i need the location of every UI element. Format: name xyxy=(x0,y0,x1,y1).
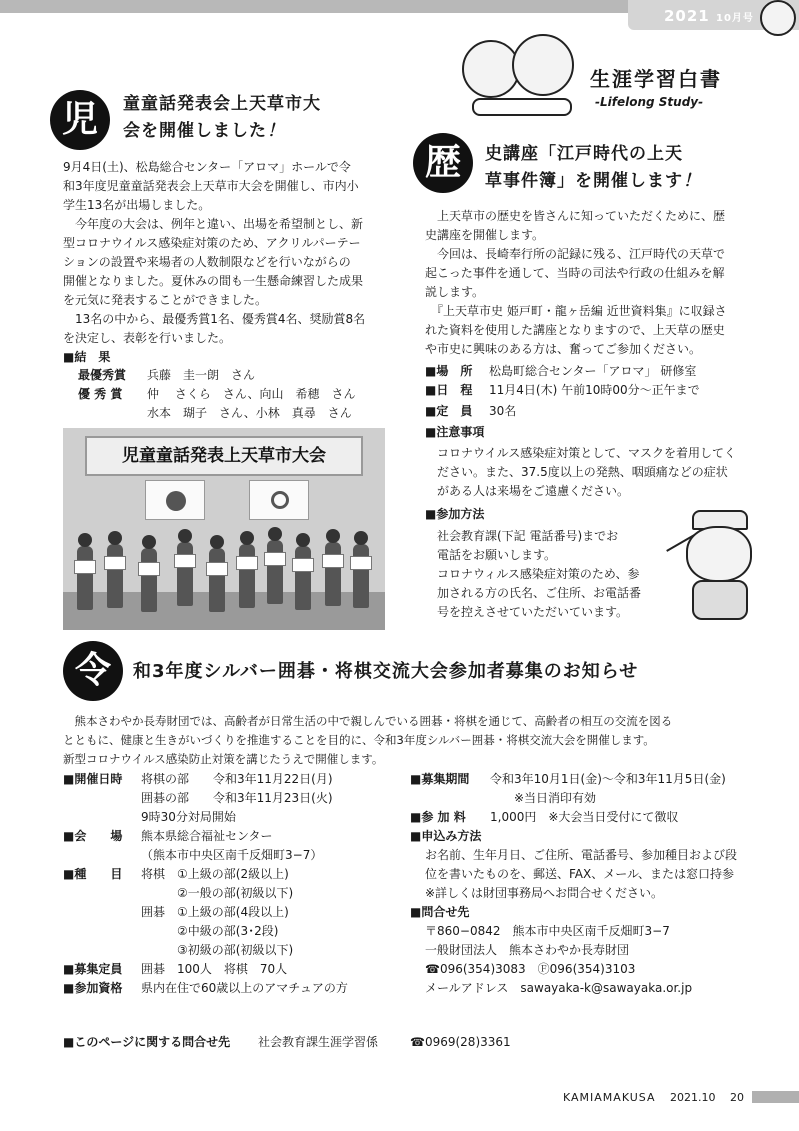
section1-title: 童童話発表会上天草市大 会を開催しました！ xyxy=(123,94,321,141)
lifelong-subtitle: -Lifelong Study- xyxy=(595,95,704,109)
corner-mascot-icon xyxy=(760,0,796,36)
apply-heading: ■参加方法 xyxy=(425,507,485,521)
section3-intro: 熊本さわやか長寿財団では、高齢者が日常生活の中で親しんでいる囲碁・将棋を通じて、高齢者の相互の交流を図る とともに、健康と生きがいづくりを推進することを目的に、令和3年度シルバー囲碁・将棋交流大会を開催します。 新型コロナウイルス感染防止対策を講じたうえで開催します。 xyxy=(63,714,673,766)
page-contact-dept: 社会教育課生涯学習係 xyxy=(258,1035,379,1049)
footer-bar xyxy=(752,1091,799,1103)
notes-heading: ■注意事項 xyxy=(425,425,485,439)
notes-body: コロナウイルス感染症対策として、マスクを着用してく ださい。また、37.5度以上の発熱、咽頭痛などの症状 がある人は来場をご遠慮ください。 xyxy=(437,446,737,498)
section2-body: 上天草市の歴史を皆さんに知っていただくために、歴 史講座を開催します。 今回は、長崎奉行所の記録に残る、江戸時代の天草で 起こった事件を通して、当時の司法や行政の仕組みを解 説します。 『上天草市史 姫戸町・龍ヶ岳編 近世資料集』に収録さ れた資料を使用した講座となりますので、上天草の歴史 や市史に興味のある方は、奮ってご参加ください。 xyxy=(425,209,727,356)
teacher-mascot-icon xyxy=(664,510,764,628)
result-excellent-value-2: 水本 瑚子 さん、小林 真尋 さん xyxy=(147,406,352,420)
page-contact-label: ■このページに関する問合せ先 xyxy=(63,1035,231,1049)
section3-right-details: ■募集期間 令和3年10月1日(金)～令和3年11月5日(金) ※当日消印有効 ■参 加 料 1,000円 ※大会当日受付にて徴収 ■申込み方法 お名前、生年月日、ご住所、電話番号、参加種目および段 位を書いたものを、郵送、FAX、メール、または窓口持参 ※詳しくは財団事務局へお問合せください。 ■問合せ先 〒860−0842 熊本市中央区南千反畑町3−7 一般財団法人 熊本さわやか長寿財団 ☎096(354)3083 Ⓕ096(354)3103 メールアドレス sawayaka-k@sawayaka.or.jp xyxy=(410,772,738,995)
footer-page-number: 20 xyxy=(730,1091,744,1104)
capacity-label: ■定 員 xyxy=(425,404,473,418)
apply-body: 社会教育課(下記 電話番号)までお 電話をお願いします。 コロナウィルス感染症対策のため、参 加される方の氏名、ご住所、お電話番 号を控えさせていただいています。 xyxy=(437,529,642,619)
section-icon-reki: 歴 xyxy=(413,133,473,193)
photo-banner: 児童童話発表上天草市大会 xyxy=(85,436,363,476)
japan-flag-icon xyxy=(145,480,205,520)
date-label: ■日 程 xyxy=(425,383,473,397)
issue-label: 2021 10月号 xyxy=(664,7,754,25)
page-contact-tel: ☎0969(28)3361 xyxy=(410,1035,511,1049)
results-heading: ■結 果 xyxy=(63,350,111,364)
result-excellent-value-1: 仲 さくら さん、向山 希穂 さん xyxy=(147,387,356,401)
result-excellent-label: 優 秀 賞 xyxy=(78,387,123,401)
result-top-value: 兵藤 圭一朗 さん xyxy=(147,368,256,382)
lifelong-title: 生涯学習白書 xyxy=(590,67,722,91)
place-value: 松島町総合センター「アロマ」 研修室 xyxy=(489,364,697,378)
section3-left-details: ■開催日時 将棋の部 令和3年11月22日(月) 囲碁の部 令和3年11月23日(火) 9時30分対局開始 ■会 場 熊本県総合福祉センター （熊本市中央区南千反畑町3−7） ■種 目 将棋 ①上級の部(2級以上) ②一般の部(初級以下) 囲碁 ①上級の部(4段以上) ②中級の部(3･2段) ③初級の部(初級以下) ■募集定員 囲碁 100人 将棋 70人 ■参加資格 県内在住で60歳以上のアマチュアの方 xyxy=(63,772,348,995)
date-value: 11月4日(木) 午前10時00分～正午まで xyxy=(489,383,700,397)
city-flag-icon xyxy=(249,480,309,520)
lifelong-illustration xyxy=(462,32,580,122)
section2-title: 史講座「江戸時代の上天 草事件簿」を開催します！ xyxy=(485,144,701,191)
footer-date: 2021.10 xyxy=(670,1091,716,1104)
capacity-value: 30名 xyxy=(489,404,517,418)
section1-body: 9月4日(土)、松島総合センター「アロマ」ホールで令 和3年度児童童話発表会上天草市大会を開催し、市内小 学生13名が出場しました。 今年度の大会は、例年と違い、出場を希望制とし、新 型コロナウイルス感染症対策のため、アクリルパーテー ションの設置や来場者の人数制限などを行いながらの 開催となりました。夏休みの間も一生懸命練習した成果 を元気に発表することができました。 13名の中から、最優秀賞1名、優秀賞4名、奨励賞8名 を決定し、表彰を行いました。 xyxy=(63,160,366,345)
section3-title: 和3年度シルバー囲碁・将棋交流大会参加者募集のお知らせ xyxy=(133,661,639,682)
place-label: ■場 所 xyxy=(425,364,473,378)
elder-man-icon xyxy=(512,34,574,96)
result-top-label: 最優秀賞 xyxy=(78,368,127,382)
footer-magazine: KAMIAMAKUSA xyxy=(563,1091,656,1104)
section-icon-rei: 令 xyxy=(63,641,123,701)
event-photo xyxy=(63,428,385,630)
section-icon-ji: 児 xyxy=(50,90,110,150)
